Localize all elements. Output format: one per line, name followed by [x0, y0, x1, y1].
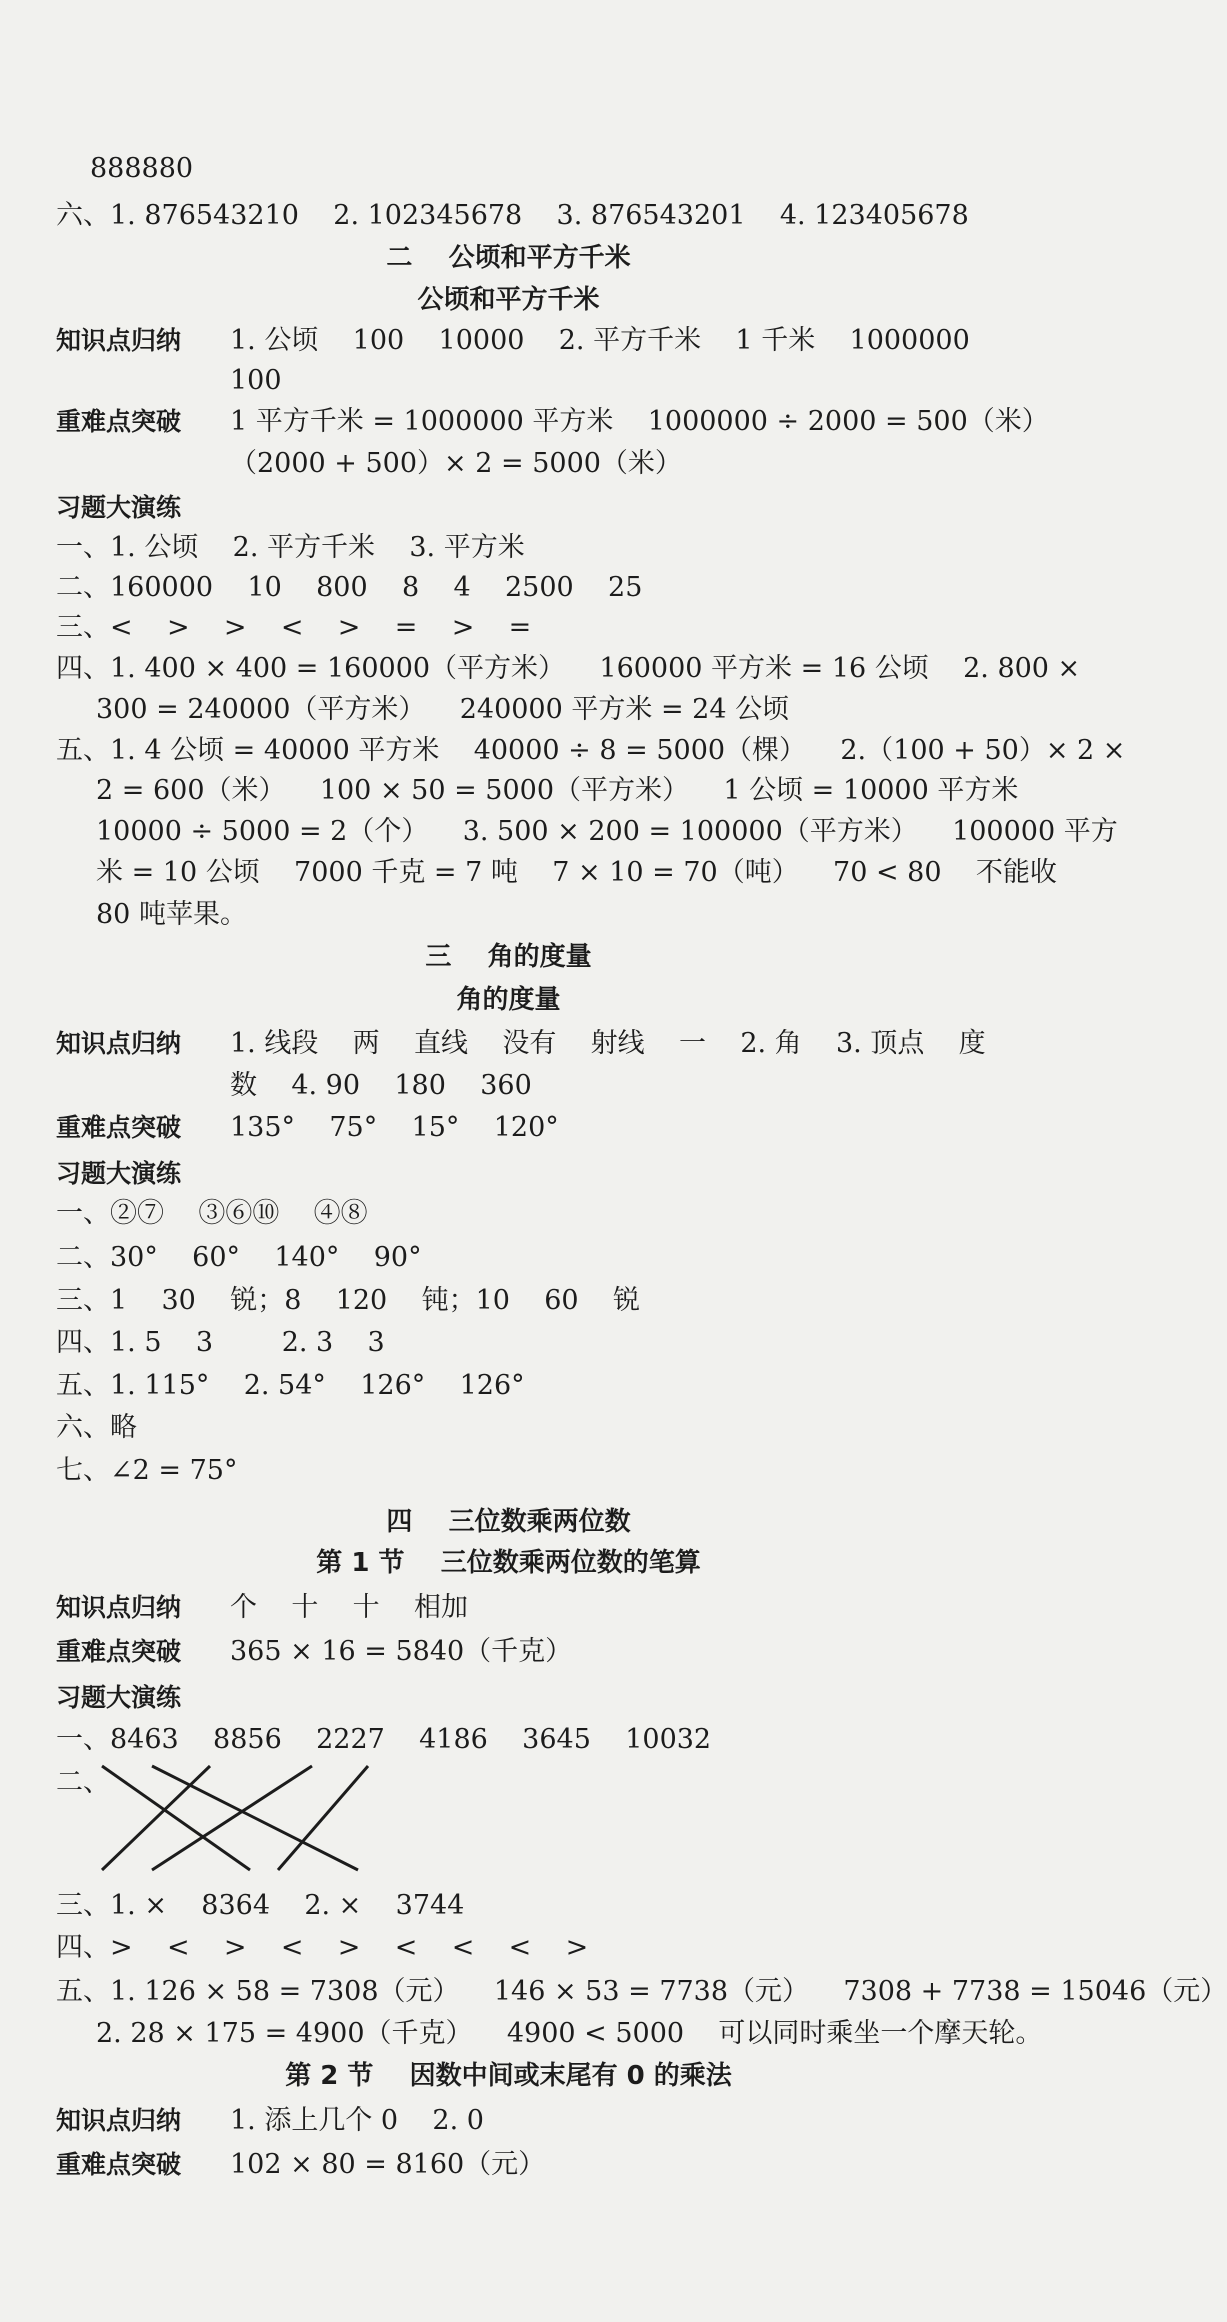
matching-line: [152, 1766, 358, 1870]
answer-line: 1. 公顷 100 10000 2. 平方千米 1 千米 1000000: [230, 325, 970, 356]
answer-line: 1. 添上几个 0 2. 0: [230, 2105, 484, 2136]
answer-line: 五、1. 126 × 58 = 7308（元） 146 × 53 = 7738（元） 7308 + 7738 = 15046（元）: [56, 1976, 1227, 2007]
knowledge-label: 知识点归纳: [56, 326, 182, 355]
answer-line: 100: [230, 365, 282, 396]
chapter-title: 四 三位数乘两位数: [386, 1507, 631, 1537]
answer-line: 四、> < > < > < < < >: [56, 1932, 589, 1963]
answer-line: 888880: [90, 153, 194, 184]
matching-line: [102, 1766, 210, 1870]
answer-line: 四、1. 5 3 2. 3 3: [56, 1327, 385, 1358]
answer-line: 二、30° 60° 140° 90°: [56, 1242, 422, 1273]
key-points-label: 重难点突破: [56, 1637, 182, 1666]
answer-line: 300 = 240000（平方米） 240000 平方米 = 24 公顷: [96, 694, 790, 725]
knowledge-label: 知识点归纳: [56, 1593, 182, 1622]
answer-line: 六、1. 876543210 2. 102345678 3. 876543201 4. 123405678: [56, 200, 969, 231]
answer-line: 2 = 600（米） 100 × 50 = 5000（平方米） 1 公顷 = 10000 平方米: [96, 775, 1019, 806]
chapter-title: 三 角的度量: [425, 942, 592, 972]
section-title: 角的度量: [456, 985, 561, 1015]
section-title: 第 1 节 三位数乘两位数的笔算: [316, 1548, 701, 1578]
matching-lines-diagram: [90, 1760, 390, 1880]
answer-line: 1. 线段 两 直线 没有 射线 一 2. 角 3. 顶点 度: [230, 1028, 986, 1059]
answer-line: 数 4. 90 180 360: [230, 1070, 532, 1101]
key-points-label: 重难点突破: [56, 1113, 182, 1142]
section-title: 公顷和平方千米: [417, 285, 600, 315]
matching-line: [278, 1766, 368, 1870]
answer-line: 三、1 30 锐；8 120 钝；10 60 锐: [56, 1285, 640, 1316]
answer-line: 五、1. 115° 2. 54° 126° 126°: [56, 1370, 525, 1401]
answer-line: 个 十 十 相加: [230, 1592, 468, 1623]
key-points-label: 重难点突破: [56, 2150, 182, 2179]
answer-line: 七、∠2 = 75°: [56, 1455, 238, 1486]
exercises-label: 习题大演练: [56, 1683, 182, 1712]
exercises-label: 习题大演练: [56, 1159, 182, 1188]
answer-line: 三、< > > < > = > =: [56, 612, 532, 643]
answer-line: （2000 + 500）× 2 = 5000（米）: [230, 448, 682, 479]
answer-line: 135° 75° 15° 120°: [230, 1112, 559, 1143]
answer-line: 一、1. 公顷 2. 平方千米 3. 平方米: [56, 532, 525, 563]
answer-line: 365 × 16 = 5840（千克）: [230, 1636, 573, 1667]
answer-line: 1 平方千米 = 1000000 平方米 1000000 ÷ 2000 = 500（米）: [230, 406, 1049, 437]
answer-line: 米 = 10 公顷 7000 千克 = 7 吨 7 × 10 = 70（吨） 70 < 80 不能收: [96, 857, 1057, 888]
key-points-label: 重难点突破: [56, 407, 182, 436]
answer-line: 六、略: [56, 1412, 137, 1443]
answer-line: 一、②⑦ ③⑥⑩ ④⑧: [56, 1198, 368, 1229]
answer-line: 80 吨苹果。: [96, 899, 247, 930]
answer-line: 二、160000 10 800 8 4 2500 25: [56, 572, 643, 603]
answer-line: 二、: [56, 1767, 110, 1798]
answer-line: 一、8463 8856 2227 4186 3645 10032: [56, 1724, 712, 1755]
answer-line: 2. 28 × 175 = 4900（千克） 4900 < 5000 可以同时乘坐一个摩天轮。: [96, 2018, 1043, 2049]
knowledge-label: 知识点归纳: [56, 1029, 182, 1058]
answer-line: 五、1. 4 公顷 = 40000 平方米 40000 ÷ 8 = 5000（棵） 2.（100 + 50）× 2 ×: [56, 735, 1126, 766]
answer-line: 10000 ÷ 5000 = 2（个） 3. 500 × 200 = 100000（平方米） 100000 平方: [96, 816, 1118, 847]
exercises-label: 习题大演练: [56, 493, 182, 522]
section-title: 第 2 节 因数中间或末尾有 0 的乘法: [285, 2061, 732, 2091]
chapter-title: 二 公顷和平方千米: [386, 243, 631, 273]
answer-line: 102 × 80 = 8160（元）: [230, 2149, 546, 2180]
knowledge-label: 知识点归纳: [56, 2106, 182, 2135]
answer-line: 四、1. 400 × 400 = 160000（平方米） 160000 平方米 = 16 公顷 2. 800 ×: [56, 653, 1081, 684]
answer-line: 三、1. × 8364 2. × 3744: [56, 1890, 465, 1921]
